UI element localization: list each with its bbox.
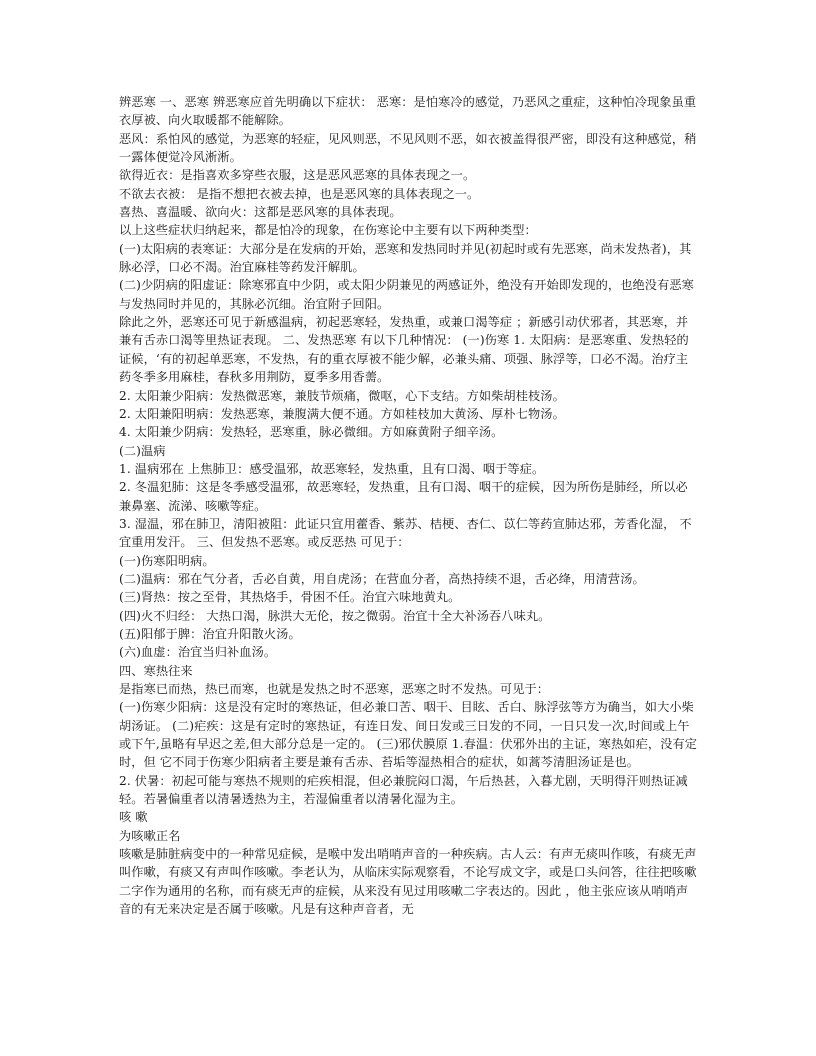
paragraph-8: (二)少阴病的阳虚证：除寒邪直中少阴，或太阳少阴兼见的两感证外，绝没有开始即发现的，也绝没有恶寒与发热同时并见的，其脉必沉细。治宜附子回阳。	[119, 278, 694, 311]
section-heading-kesou: 咳 嗽	[119, 810, 148, 825]
paragraph-5: 喜热、喜温暖、欲向火：这都是恶风寒的具体表现。	[119, 205, 402, 220]
paragraph-9: 除此之外，恶寒还可见于新感温病，初起恶寒轻，发热重，或兼口渴等症 ；新感引动伏邪者，其恶寒，并兼有舌赤口渴等里热证表现。 二、发热恶寒 有以下几种情况： (一)伤寒 1. 太阳病：是恶寒重、发热轻的证候，‘有的初起单恶寒，不发热，有的重衣厚被不能少解，必兼头痛、项强、脉浮等，口必不渴。治疗主药冬季多用麻桂，春秋多用荆防，夏季多用香薷。	[119, 315, 689, 385]
section-heading-hanre: 四、寒热往来	[119, 663, 193, 678]
paragraph-7: (一)太阳病的表寒证：大部分是在发病的开始，恶寒和发热同时并见(初起时或有先恶寒，尚未发热者)，其脉必浮，口必不渴。治宜麻桂等药发汗解肌。	[119, 241, 692, 275]
paragraph-14: 1. 温病邪在 上焦肺卫：感受温邪，故恶寒轻，发热重，且有口渴、咽于等症。	[119, 461, 545, 476]
paragraph-3: 欲得近衣：是指喜欢多穿些衣服，这是恶风恶寒的具体表现之一。	[119, 168, 476, 183]
paragraph-2: 恶风：系怕风的感觉，为恶寒的轻症，见风则恶，不见风则不恶，如衣被盖得很严密，即没有这种感觉，稍一露体便觉冷风淅淅。	[119, 131, 697, 165]
paragraph-19: (三)肾热：按之至骨，其热烙手，骨困不任。治宜六味地黄丸。	[119, 590, 461, 605]
paragraph-11: 2. 太阳兼阳明病：发热恶寒，兼腹满大便不通。方如桂枝加大黄汤、厚朴七物汤。	[119, 406, 565, 421]
paragraph-15: 2. 冬温犯肺：这是冬季感受温邪，故恶寒轻，发热重，且有口渴、咽干的症候，因为所伤是肺经，所以必兼鼻塞、流涕、咳嗽等症。	[119, 480, 688, 513]
paragraph-22: (六)血虚：治宜当归补血汤。	[119, 645, 277, 660]
subheading-zhengming: 为咳嗽正名	[119, 828, 181, 843]
section-heading-wenbing: (二)温病	[119, 443, 166, 458]
paragraph-25: (一)伤寒少阳病：这是没有定时的寒热证，但必兼口苦、咽干、目眩、舌白、脉浮弦等方为确当，如大小柴胡汤证。 (二)疟疾：这是有定时的寒热证，有连日发、间日发或三日发的不同，一日只发一次,时间或上午或下午,虽略有早迟之差,但大部分总是一定的。 (三)邪伏膜原 1.春温：伏邪外出的主证，寒热如疟，没有定时，但 它不同于伤寒少阳病者主要是兼有舌赤、苔垢等湿热相合的症状，如蒿芩清胆汤证是也。	[119, 700, 698, 770]
paragraph-12: 4. 太阳兼少阴病：发热轻，恶寒重，脉必微细。方如麻黄附子细辛汤。	[119, 425, 504, 440]
paragraph-18: (二)温病：邪在气分者，舌必自黄，用自虎汤；在营血分者，高热持续不退，舌必绛，用清营汤。	[119, 571, 645, 586]
paragraph-4: 不欲去衣被： 是指不想把衣被去掉，也是恶风寒的具体表现之一。	[119, 186, 480, 201]
paragraph-17: (一)伤寒阳明病。	[119, 553, 215, 568]
paragraph-24: 是指寒已而热，热已而寒，也就是发热之时不恶寒，恶寒之时不发热。可见于：	[119, 682, 550, 696]
paragraph-6: 以上这些症状归纳起来，都是怕冷的现象，在伤寒论中主要有以下两种类型：	[119, 223, 537, 238]
paragraph-16: 3. 湿温，邪在肺卫，清阳被阻：此证只宜用藿香、紫苏、桔梗、杏仁、苡仁等药宣肺达邪，芳香化湿， 不宜重用发汗。 三、但发热不恶寒。或反恶热 可见于：	[119, 516, 692, 550]
paragraph-26: 2. 伏暑：初起可能与寒热不规则的疟疾相混，但必兼脘闷口渴，午后热甚，入暮尤剧，天明得汗则热证减轻。若暑偏重者以清暑透热为主，若湿偏重者以清暑化湿为主。	[119, 773, 688, 807]
paragraph-1: 辨恶寒 一、恶寒 辨恶寒应首先明确以下症状： 恶寒：是怕寒冷的感觉，乃恶风之重症，这种怕冷现象虽重衣厚被、向火取暖都不能解除。	[119, 95, 697, 128]
paragraph-20: (四)火不归经： 大热口渴，脉洪大无伦，按之微弱。治宜十全大补汤吞八味丸。	[119, 608, 551, 623]
paragraph-21: (五)阳郁于脾：治宜升阳散火汤。	[119, 626, 301, 641]
paragraph-10: 2. 太阳兼少阳病：发热微恶寒，兼肢节烦痛，微呕，心下支结。方如柴胡桂枝汤。	[119, 388, 565, 403]
paragraph-29: 咳嗽是肺脏病变中的一种常见症候，是喉中发出哨哨声音的一种疾病。古人云：有声无痰叫作咳，有痰无声叫作嗽，有痰又有声叫作咳嗽。李老认为，从临床实际观察看，不论写成文字，或是口头问答，往往把咳嗽二字作为通用的名称，而有痰无声的症候，从来没有见过用咳嗽二字表达的。因此 ，他主张应该从哨哨声音的有无来决定是否属于咳嗽。凡是有这种声音者，无	[119, 847, 697, 917]
document-body	[119, 93, 699, 918]
